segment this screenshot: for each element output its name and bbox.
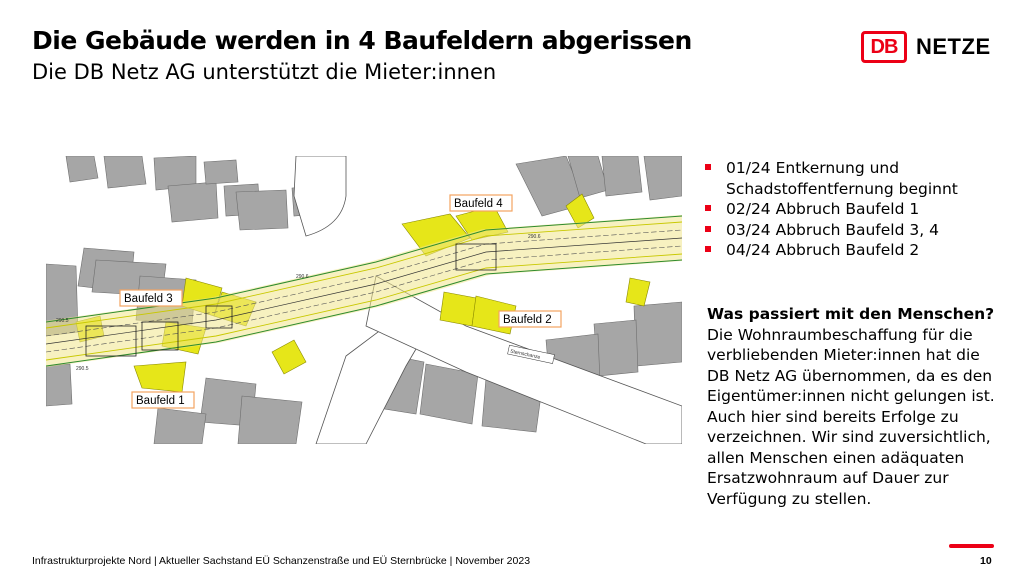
baufeld-2-label [499, 311, 561, 327]
logo-text: NETZE [916, 34, 991, 59]
bullet-square-icon [705, 205, 711, 211]
street-label-text: Sternschanze [509, 348, 541, 361]
timeline-item: 03/24 Abbruch Baufeld 3, 4 [704, 220, 1024, 241]
page-subtitle: Die DB Netz AG unterstützt die Mieter:innen [32, 60, 497, 84]
people-heading: Was passiert mit den Menschen? [707, 305, 995, 323]
page-number: 10 [980, 555, 992, 567]
bullet-square-icon [705, 246, 711, 252]
timeline-item: 04/24 Abbruch Baufeld 2 [704, 240, 1024, 261]
baufeld-3-label [120, 290, 182, 306]
svg-text:290.5: 290.5 [56, 318, 69, 324]
bullet-square-icon [705, 164, 711, 170]
db-logo-mark: DB [861, 31, 907, 63]
baufeld-4-text: Baufeld 4 [454, 198, 503, 210]
svg-text:290.5: 290.5 [76, 366, 89, 372]
site-plan-map [46, 156, 682, 444]
bullet-square-icon [705, 226, 711, 232]
baufeld-4-label [450, 195, 512, 211]
baufeld-3-text: Baufeld 3 [124, 293, 173, 305]
page-accent-bar [949, 544, 994, 548]
svg-text:290.6: 290.6 [296, 274, 309, 280]
people-section [707, 304, 1007, 509]
page-title: Die Gebäude werden in 4 Baufeldern abgerissen [32, 26, 692, 55]
svg-text:290.6: 290.6 [528, 234, 541, 240]
db-netze-logo [861, 30, 991, 64]
timeline-list [704, 158, 1024, 261]
timeline-item: 01/24 Entkernung und Schadstoffentfernung beginnt [704, 158, 1024, 199]
baufeld-1-text: Baufeld 1 [136, 395, 185, 407]
timeline-item: 02/24 Abbruch Baufeld 1 [704, 199, 1024, 220]
baufeld-1-label [132, 392, 194, 408]
people-text: Die Wohnraumbeschaffung für die verbliebenden Mieter:innen hat die DB Netz AG übernommen, da es den Eigentümer:innen nicht gelungen ist. Auch hier sind bereits Erfolge zu verzeichnen. Wir sind zuversichtlich, allen Menschen einen adäquaten Ersatzwohnraum auf Dauer zur Verfügung zu stellen. [707, 325, 995, 508]
footer-text: Infrastrukturprojekte Nord | Aktueller Sachstand EÜ Schanzenstraße und EÜ Sternbrücke | November 2023 [32, 555, 531, 567]
baufeld-2-text: Baufeld 2 [503, 314, 552, 326]
